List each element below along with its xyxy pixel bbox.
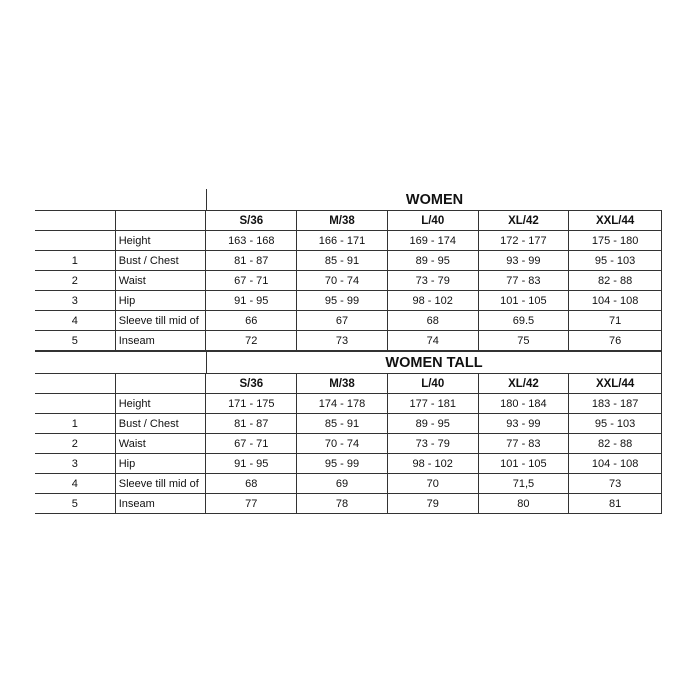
measurement-label: Waist <box>115 271 206 290</box>
measurement-value: 81 - 87 <box>205 414 296 433</box>
measurement-value: 177 - 181 <box>387 394 478 413</box>
measurement-value: 91 - 95 <box>205 291 296 310</box>
measurement-value: 71,5 <box>478 474 569 493</box>
size-header: XL/42 <box>478 211 569 230</box>
measurement-label: Inseam <box>115 331 206 350</box>
measurement-value: 98 - 102 <box>387 454 478 473</box>
section-title-row <box>35 351 662 373</box>
measurement-value: 89 - 95 <box>387 414 478 433</box>
measurement-value: 77 - 83 <box>478 271 569 290</box>
measurement-value: 81 <box>568 494 662 513</box>
measurement-value: 81 - 87 <box>205 251 296 270</box>
section-title: WOMEN <box>206 189 662 210</box>
blank-cell <box>35 374 115 393</box>
row-number: 3 <box>71 457 78 470</box>
measurement-value: 67 - 71 <box>205 271 296 290</box>
row-number: 4 <box>71 477 78 490</box>
size-chart-sheet <box>35 189 662 514</box>
size-header: XXL/44 <box>568 374 662 393</box>
measurement-value: 68 <box>205 474 296 493</box>
measurement-value: 180 - 184 <box>478 394 569 413</box>
measurement-label: Inseam <box>115 494 206 513</box>
table-row <box>35 270 662 290</box>
size-header: XXL/44 <box>568 211 662 230</box>
row-number: 1 <box>71 417 78 430</box>
measurement-label: Bust / Chest <box>115 414 206 433</box>
blank-cell <box>115 189 206 210</box>
measurement-value: 89 - 95 <box>387 251 478 270</box>
measurement-value: 78 <box>296 494 387 513</box>
table-row <box>35 290 662 310</box>
measurement-label: Sleeve till mid of <box>115 311 206 330</box>
table-row <box>35 250 662 270</box>
measurement-value: 175 - 180 <box>568 231 662 250</box>
measurement-value: 77 <box>205 494 296 513</box>
measurement-value: 183 - 187 <box>568 394 662 413</box>
measurement-value: 171 - 175 <box>205 394 296 413</box>
measurement-value: 95 - 99 <box>296 291 387 310</box>
table-row <box>35 433 662 453</box>
measurement-value: 67 - 71 <box>205 434 296 453</box>
size-header: XL/42 <box>478 374 569 393</box>
measurement-value: 70 - 74 <box>296 271 387 290</box>
measurement-value: 101 - 105 <box>478 291 569 310</box>
measurement-value: 70 <box>387 474 478 493</box>
measurement-value: 174 - 178 <box>296 394 387 413</box>
measurement-value: 67 <box>296 311 387 330</box>
row-number: 2 <box>71 274 78 287</box>
size-header: S/36 <box>205 211 296 230</box>
measurement-value: 98 - 102 <box>387 291 478 310</box>
measurement-value: 172 - 177 <box>478 231 569 250</box>
size-table-women-tall <box>35 351 662 514</box>
blank-cell <box>115 374 206 393</box>
table-row <box>35 413 662 433</box>
table-row <box>35 453 662 473</box>
measurement-value: 85 - 91 <box>296 251 387 270</box>
row-number: 1 <box>71 254 78 267</box>
measurement-value: 93 - 99 <box>478 251 569 270</box>
size-header-row <box>35 210 662 230</box>
size-header: L/40 <box>387 374 478 393</box>
measurement-value: 76 <box>568 331 662 350</box>
measurement-value: 104 - 108 <box>568 291 662 310</box>
measurement-label: Height <box>115 231 206 250</box>
row-number: 4 <box>71 314 78 327</box>
measurement-value: 73 <box>296 331 387 350</box>
measurement-value: 75 <box>478 331 569 350</box>
blank-cell <box>35 211 115 230</box>
measurement-value: 68 <box>387 311 478 330</box>
measurement-label: Hip <box>115 454 206 473</box>
measurement-value: 72 <box>205 331 296 350</box>
measurement-value: 91 - 95 <box>205 454 296 473</box>
row-number <box>35 394 115 413</box>
measurement-value: 169 - 174 <box>387 231 478 250</box>
measurement-value: 80 <box>478 494 569 513</box>
row-number: 2 <box>71 437 78 450</box>
measurement-value: 73 <box>568 474 662 493</box>
measurement-value: 163 - 168 <box>205 231 296 250</box>
measurement-value: 74 <box>387 331 478 350</box>
measurement-value: 79 <box>387 494 478 513</box>
measurement-value: 73 - 79 <box>387 271 478 290</box>
row-number: 5 <box>71 497 78 510</box>
measurement-label: Waist <box>115 434 206 453</box>
measurement-value: 73 - 79 <box>387 434 478 453</box>
size-header: S/36 <box>205 374 296 393</box>
blank-cell <box>35 189 115 210</box>
row-number: 5 <box>71 334 78 347</box>
measurement-value: 104 - 108 <box>568 454 662 473</box>
measurement-value: 71 <box>568 311 662 330</box>
section-title-row <box>35 189 662 210</box>
section-title: WOMEN TALL <box>206 352 662 373</box>
table-row <box>35 473 662 493</box>
measurement-value: 95 - 103 <box>568 251 662 270</box>
table-row <box>35 330 662 351</box>
measurement-value: 70 - 74 <box>296 434 387 453</box>
measurement-value: 95 - 99 <box>296 454 387 473</box>
blank-cell <box>35 352 115 373</box>
row-number <box>35 231 115 250</box>
blank-cell <box>115 211 206 230</box>
measurement-label: Sleeve till mid of <box>115 474 206 493</box>
measurement-value: 66 <box>205 311 296 330</box>
measurement-value: 93 - 99 <box>478 414 569 433</box>
measurement-label: Bust / Chest <box>115 251 206 270</box>
size-header: L/40 <box>387 211 478 230</box>
measurement-value: 95 - 103 <box>568 414 662 433</box>
size-header-row <box>35 373 662 393</box>
table-row <box>35 310 662 330</box>
row-number: 3 <box>71 294 78 307</box>
measurement-value: 77 - 83 <box>478 434 569 453</box>
table-row <box>35 493 662 514</box>
measurement-value: 69.5 <box>478 311 569 330</box>
measurement-label: Height <box>115 394 206 413</box>
measurement-value: 101 - 105 <box>478 454 569 473</box>
measurement-value: 82 - 88 <box>568 271 662 290</box>
measurement-label: Hip <box>115 291 206 310</box>
table-row <box>35 230 662 250</box>
table-row <box>35 393 662 413</box>
measurement-value: 166 - 171 <box>296 231 387 250</box>
size-table-women <box>35 189 662 351</box>
blank-cell <box>115 352 206 373</box>
measurement-value: 69 <box>296 474 387 493</box>
measurement-value: 85 - 91 <box>296 414 387 433</box>
measurement-value: 82 - 88 <box>568 434 662 453</box>
size-header: M/38 <box>296 374 387 393</box>
size-header: M/38 <box>296 211 387 230</box>
